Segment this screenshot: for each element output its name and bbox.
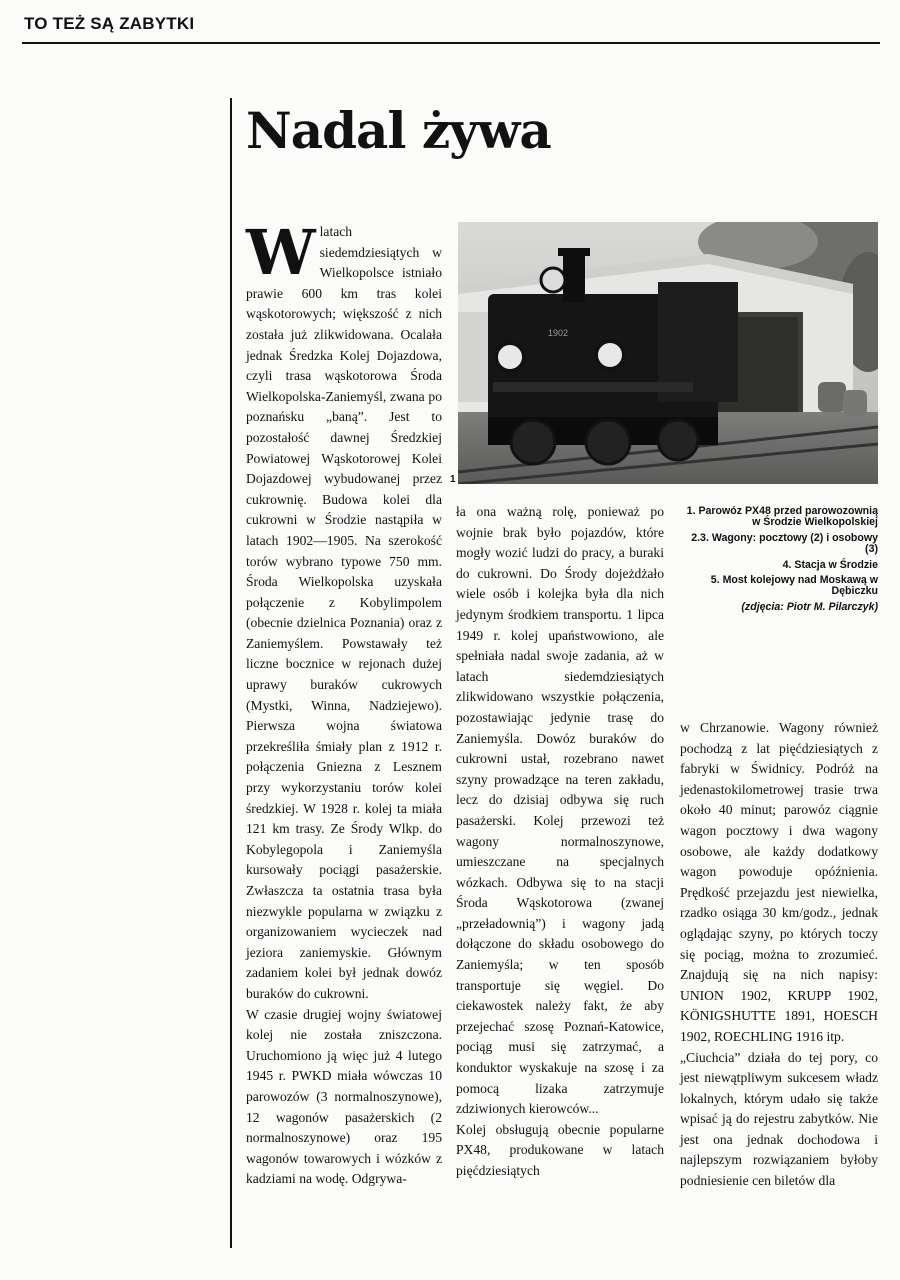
- header-rule: [22, 42, 880, 44]
- drop-cap: W: [246, 216, 316, 289]
- caption-5: 5. Most kolejowy nad Moskawą w Dębiczku: [710, 574, 878, 598]
- text-column-1: [246, 216, 442, 1190]
- paragraph: w Chrzanowie. Wagony również pochodzą z lat pięćdziesiątych z fabryki w Świdnicy. Podróż na jedenastokilometrowej trasie trwa około 40 minut; parowóz ciągnie wagon pocztowy i dwa wagony osobowe, ale każdy dodatkowy wagon powoduje opóźnienia. Prędkość przejazdu jest niewielka, rzadko osiąga 30 km/godz., jednak oglądając szyny, po których toczy się pociąg, można to zrozumieć. Znajdują się na nich napisy: UNION 1902, KRUPP 1902, KÖNIGSHUTTE 1891, HOESCH 1902, ROECHLING 1916 itp.: [680, 720, 878, 1044]
- article-title: Nadal żywa: [246, 101, 551, 160]
- photo-number: 1: [450, 474, 456, 485]
- photo-captions: [680, 506, 878, 617]
- photo-illustration: [458, 222, 878, 484]
- column-rule: [230, 98, 232, 1248]
- locomotive-photo: [458, 222, 878, 484]
- paragraph: ła ona ważną rolę, ponieważ po wojnie brak było pojazdów, które mogły wozić ludzi do pracy, a buraki do cukrowni. Do Środy dojeżdżało wiele osób i kolejka była dla nich jedynym środkiem transportu. 1 lipca 1949 r. kolej upaństwowiono, ale spełniała nadal swoje zadania, aż w latach siedemdziesiątych zlikwidowano wszystkie połączenia, pozostawiając jedynie trasę do Zaniemyśla. Dowóz buraków do cukrowni ustał, rozebrano nawet szyny prowadzące na teren zakładu, lecz do dzisiaj odbywa się ruch pasażerski. Kolej przewozi też wagony normalnoszynowe, umieszczane na specjalnych wózkach. Odbywa się to na stacji Środa Wąskotorowa (zwanej „przeładownią”) i wagony jadą dołączone do składu osobowego do Zaniemyśla; w ten sposób transportuje się węgiel. Do ciekawostek należy fakt, że aby przejechać szosę Poznań-Katowice, pociąg musi się zatrzymać, a konduktor wyskakuje na szosę i za pomocą lizaka zatrzymuje zdziwionych kierowców...: [456, 504, 664, 1117]
- locomotive-plate: 1902: [548, 328, 569, 338]
- paragraph-text: latach siedemdziesiątych w Wielkopolsce istniało prawie 600 km tras kolei wąskotorowych; większość z nich została już zlikwidowana. Ocalała jednak Średzka Kolej Dojazdowa, czyli trasa wąskotorowa Środa Wielkopolska-Zaniemyśl, zwana po poznańsku „baną”. Jest to pozostałość dawnej Średzkiej Powiatowej Wąskotorowej Kolei Dojazdowej wybudowanej przez cukrownię. Budowa kolei dla cukrowni w Środzie nastąpiła w latach 1902—1905. Na szerokość torów wybrano typowe 750 mm. Środa Wielkopolska uzyskała połączenie z Kobylimpolem (obecnie dzielnica Poznania) oraz z Zaniemyślem. Powstawały też liczne bocznice w rejonach dużej uprawy buraków cukrowych (Mystki, Winna, Nadziejewo). Pierwsza wojna światowa przekreśliła śmiały plan z 1912 r. połączenia Gniezna z Lesznem przy wykorzystaniu torów kolei średzkiej. W 1928 r. kolej ta miała 121 km trasy. Ze Środy Wlkp. do Kobylegopola i Zaniemyśla kursowały pociągi pasażerskie. Zwłaszcza ta ostatnia trasa była niezwykle popularna w związku z organizowaniem wycieczek nad jeziora zaniemyskie. Głównym zadaniem kolei był jednak dowóz buraków do cukrowni.: [246, 224, 442, 1001]
- paragraph: W czasie drugiej wojny światowej kolej nie została zniszczona. Uruchomiono ją więc już 4 lutego 1945 r. PWKD miała wówczas 10 parowozów (3 normalnoszynowe), 12 wagonów pasażerskich (2 normalnoszynowe) oraz 195 wagonów towarowych i wózków z kadziami na wodę. Odgrywa-: [246, 1006, 442, 1187]
- text-column-3: [680, 718, 878, 1192]
- section-label: TO TEŻ SĄ ZABYTKI: [24, 14, 195, 33]
- paragraph: Kolej obsługują obecnie popularne PX48, produkowane w latach pięćdziesiątych: [456, 1121, 664, 1178]
- photo-credit: (zdjęcia: Piotr M. Pilarczyk): [741, 600, 878, 613]
- paragraph: [246, 216, 442, 1005]
- paragraph: „Ciuchcia” działa do tej pory, co jest niewątpliwym sukcesem władz lokalnych, którym udało się także wpisać ją do rejestru zabytków. Nie jest ona jednak dochodowa i najlepszym rozwiązaniem byłoby podniesienie cen biletów dla: [680, 1049, 878, 1189]
- caption-2: 2.3. Wagony: pocztowy (2) i osobowy (3): [691, 531, 878, 556]
- caption-1: 1. Parowóz PX48 przed parowozownią w Środzie Wielkopolskiej: [686, 505, 878, 529]
- caption-4: 4. Stacja w Środzie: [782, 558, 878, 571]
- text-column-2: [456, 502, 664, 1182]
